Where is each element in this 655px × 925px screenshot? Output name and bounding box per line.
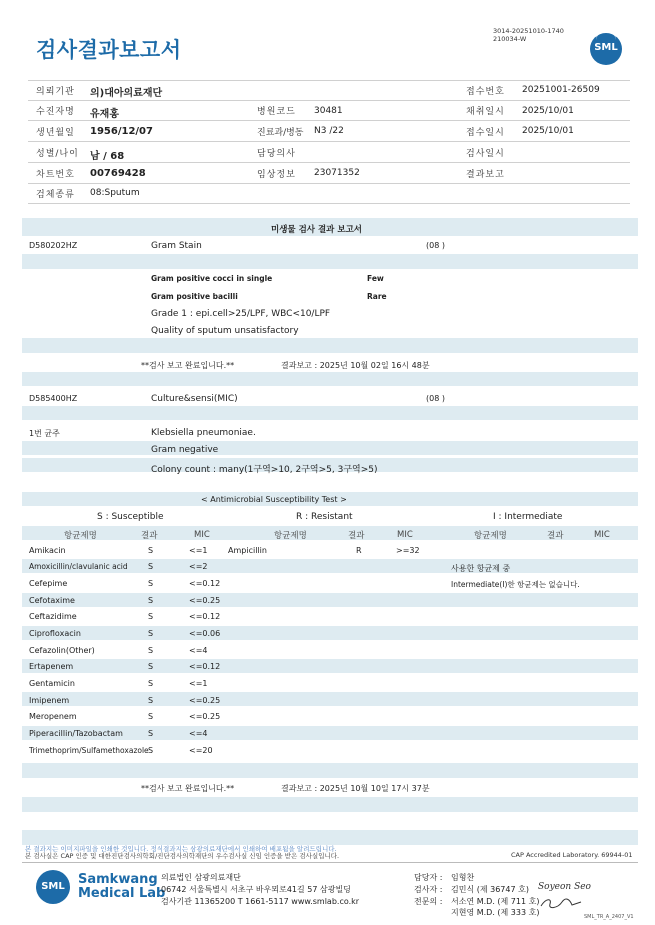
susceptible-mic: <=0.12 [189,579,221,588]
chart-value: 00769428 [90,168,146,179]
collect-date-value: 2025/10/01 [522,106,574,116]
brand-line2: Medical Lab [78,886,166,901]
col-drug-r: 항균제명 [274,531,307,541]
susceptible-drug: Cefotaxime [29,596,75,605]
susceptible-drug: Meropenem [29,712,77,721]
susceptible-mic: <=0.25 [189,696,221,705]
susceptible-result: S [148,712,154,721]
sml-logo [590,33,622,65]
divider [28,100,630,101]
colony-count: Colony count : many(1구역>10, 2구역>5, 3구역>5) [151,465,378,475]
brand-name [78,873,165,901]
specialist1: 서소연 M.D. (제 711 호) [451,897,540,906]
susceptible-drug: Cefazolin(Other) [29,646,95,655]
patient-label: 수진자명 [36,107,75,117]
gram-type: Gram negative [151,445,219,455]
susceptible-mic: <=1 [189,679,208,688]
susceptible-result: S [148,596,154,605]
intermediate-legend: I : Intermediate [493,512,563,522]
strain-label: 1번 균주 [29,429,60,438]
susceptible-result: S [148,746,154,755]
susceptible-drug: Trimethoprim/Sulfamethoxazole [29,746,149,755]
receipt-date-value: 2025/10/01 [522,126,574,136]
band [22,830,638,845]
footer-logo-text: SML [41,881,65,892]
gram-quality: Quality of sputum unsatisfactory [151,326,299,336]
collect-date-label: 채취일시 [466,107,505,117]
receipt-date-label: 접수일시 [466,128,505,138]
resistant-drug: Ampicillin [228,546,267,555]
col-result-s: 결과 [141,531,158,541]
band [22,406,638,420]
gram-finding2-qty: Rare [367,292,387,301]
col-drug-s: 항균제명 [64,531,97,541]
document-id-line2: 210034-W [493,35,527,43]
col-mic-s: MIC [194,530,210,540]
susceptible-result: S [148,679,154,688]
clinical-label: 임상정보 [257,170,296,180]
susceptible-mic: <=4 [189,646,208,655]
gram-grade: Grade 1 : epi.cell>25/LPF, WBC<10/LPF [151,309,331,319]
band [22,797,638,812]
brand-line1: Samkwang [78,872,158,887]
specimen-value: 08:Sputum [90,188,140,198]
band [22,593,638,607]
band [22,659,638,673]
hospital-code-label: 병원코드 [257,107,296,117]
gram-finding2: Gram positive bacilli [151,292,238,301]
client-value: 의)대아의료재단 [90,88,163,99]
susceptible-legend: S : Susceptible [97,512,164,522]
gram-specimen: (08 ) [426,241,445,250]
dept-label: 진료과/병동 [257,128,304,138]
org-contact: 검사기관 11365200 T 1661-5117 www.smlab.co.kr [161,897,360,906]
culture-code: D585400HZ [29,394,78,403]
susceptible-mic: <=0.06 [189,629,221,638]
susceptible-mic: <=4 [189,729,208,738]
divider [28,80,630,81]
tester-label: 검사자 : [414,885,443,894]
final-done: **검사 보고 완료입니다.** [141,784,235,793]
receipt-no-value: 20251001-26509 [522,85,600,95]
band [22,254,638,269]
col-mic-i: MIC [594,530,610,540]
susceptible-mic: <=2 [189,562,208,571]
susceptible-drug: Piperacillin/Tazobactam [29,729,123,738]
final-report-time: 결과보고 : 2025년 10월 10일 17시 37분 [281,784,430,793]
sml-logo-text: SML [594,42,618,53]
signature-seo: Soyeon Seo [538,882,591,892]
org-address: 06742 서울특별시 서초구 바우뫼로41길 57 삼광빌딩 [161,885,351,894]
staff-value: 임형찬 [451,873,475,882]
susceptible-result: S [148,646,154,655]
culture-specimen: (08 ) [426,394,445,403]
page-title: 검사결과보고서 [36,38,182,62]
susceptible-mic: <=20 [189,746,213,755]
footer-note-print: 본 결과지는 이미지파일을 인쇄한 것입니다. 정식결과지는 삼광의료재단에서 인쇄하여 배포됨을 알려드립니다. [25,845,337,853]
susceptible-mic: <=1 [189,546,208,555]
hospital-code-value: 30481 [314,106,343,116]
band [22,626,638,640]
divider [28,120,630,121]
cap-accreditation: CAP Accredited Laboratory. 69944-01 [511,851,633,859]
gram-name: Gram Stain [151,241,202,251]
dept-value: N3 /22 [314,126,344,136]
susceptible-result: S [148,562,154,571]
organism: Klebsiella pneumoniae. [151,428,256,438]
col-result-i: 결과 [547,531,564,541]
intermediate-note1: 사용한 항균제 중 [451,564,511,573]
signature-ji [538,896,584,910]
staff-label: 담당자 : [414,873,443,882]
susceptible-drug: Ciprofloxacin [29,629,81,638]
signature-stroke [541,899,581,908]
divider [28,162,630,163]
client-label: 의뢰기관 [36,87,75,97]
susceptible-result: S [148,729,154,738]
susceptible-result: S [148,662,154,671]
form-id: SML_TR_A_2407_V1 [584,914,634,920]
org-name: 의료법인 삼광의료재단 [161,873,241,882]
ast-title: < Antimicrobial Susceptibility Test > [201,495,347,504]
dob-value: 1956/12/07 [90,126,153,137]
divider [28,203,630,204]
susceptible-result: S [148,579,154,588]
document-id-line1: 3014-20251010-1740 [493,27,564,35]
specimen-label: 검체종류 [36,190,75,200]
gram-finding1-qty: Few [367,274,384,283]
culture-name: Culture&sensi(MIC) [151,394,238,404]
susceptible-drug: Cefepime [29,579,68,588]
gram-report-time: 결과보고 : 2025년 10월 02일 16시 48분 [281,361,430,370]
section-title: 미생물 검사 결과 보고서 [271,225,362,235]
gram-finding1: Gram positive cocci in single [151,274,273,283]
chart-label: 차트번호 [36,170,75,180]
resistant-result: R [356,546,362,555]
susceptible-drug: Ertapenem [29,662,74,671]
tester-value: 김민식 (제 36747 호) [451,885,529,894]
divider [28,141,630,142]
susceptible-result: S [148,629,154,638]
gram-code: D580202HZ [29,241,78,250]
col-result-r: 결과 [348,531,365,541]
band [22,372,638,386]
patient-value: 유재홍 [90,109,119,120]
specialist-label: 전문의 : [414,897,443,906]
divider [22,862,638,863]
susceptible-drug: Imipenem [29,696,70,705]
test-date-label: 검사일시 [466,149,505,159]
dob-label: 생년월일 [36,128,75,138]
susceptible-result: S [148,546,154,555]
receipt-no-label: 접수번호 [466,87,505,97]
band [22,338,638,353]
sex-age-label: 성별/나이 [36,149,79,159]
susceptible-drug: Ceftazidime [29,612,77,621]
col-mic-r: MIC [397,530,413,540]
band [22,441,638,455]
susceptible-mic: <=0.25 [189,712,221,721]
footer-note-cert: 본 검사실은 CAP 인증 및 대한진단검사의학회/진단검사의학재단의 우수검사실 신임 인증을 받은 검사실입니다. [25,852,340,860]
susceptible-drug: Gentamicin [29,679,75,688]
band [22,763,638,778]
footer-logo [36,870,70,904]
sex-age-value: 남 / 68 [90,151,125,162]
divider [28,183,630,184]
susceptible-result: S [148,612,154,621]
resistant-legend: R : Resistant [296,512,353,522]
band [22,526,638,540]
report-label: 결과보고 [466,170,505,180]
col-drug-i: 항균제명 [474,531,507,541]
document-id [493,27,564,43]
clinical-value: 23071352 [314,168,360,178]
specialist2: 지현영 M.D. (제 333 호) [451,908,540,917]
resistant-mic: >=32 [396,546,420,555]
intermediate-note2: Intermediate(I)한 항균제는 없습니다. [451,580,580,589]
susceptible-mic: <=0.12 [189,662,221,671]
susceptible-drug: Amikacin [29,546,66,555]
susceptible-mic: <=0.25 [189,596,221,605]
susceptible-mic: <=0.12 [189,612,221,621]
susceptible-drug: Amoxicillin/clavulanic acid [29,562,128,571]
gram-done: **검사 보고 완료입니다.** [141,361,235,370]
doctor-label: 담당의사 [257,149,296,159]
susceptible-result: S [148,696,154,705]
band [22,692,638,706]
